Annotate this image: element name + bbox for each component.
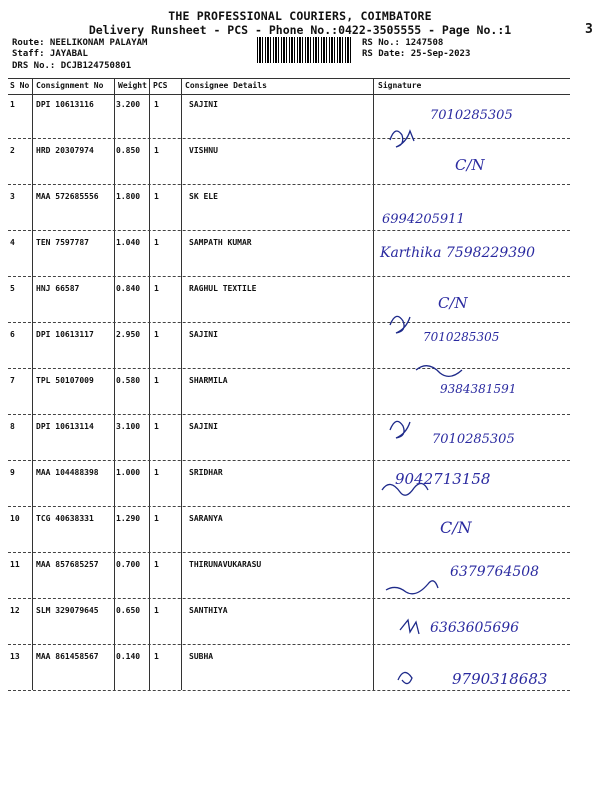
consignee-cell: SAJINI [189,100,218,109]
pcs-cell: 1 [154,238,159,247]
signature-entry: C/N [438,294,468,312]
signature-entry: 7010285305 [432,432,515,447]
col-header-consignee: Consignee Details [185,81,267,90]
consignment-cell: TPL 50107009 [36,376,94,385]
pcs-cell: 1 [154,652,159,661]
sno-cell: 5 [10,284,15,293]
sno-cell: 9 [10,468,15,477]
weight-cell: 1.040 [116,238,141,247]
page-subtitle: Delivery Runsheet - PCS - Phone No.:0422-3505555 - Page No.:1 [88,23,512,37]
sno-cell: 11 [10,560,20,569]
weight-cell: 1.800 [116,192,141,201]
col-header-signature: Signature [378,81,422,90]
route-label: Route: NEELIKONAM PALAYAM [12,38,148,48]
signature-entry: C/N [455,156,485,174]
weight-cell: 1.290 [116,514,141,523]
consignment-cell: MAA 104488398 [36,468,99,477]
rs-date: RS Date: 25-Sep-2023 [362,49,471,59]
header-bottom-border [8,94,570,95]
signature-scribble [386,581,438,594]
sno-cell: 1 [10,100,15,109]
consignment-cell: SLM 329079645 [36,606,99,615]
weight-cell: 1.000 [116,468,141,477]
consignee-cell: SRIDHAR [189,468,223,477]
weight-cell: 2.950 [116,330,141,339]
signature-entry: 9790318683 [452,670,548,688]
sno-cell: 4 [10,238,15,247]
consignment-cell: MAA 861458567 [36,652,99,661]
signature-scribble [400,620,419,634]
signature-entry: 7010285305 [423,330,500,344]
weight-cell: 0.140 [116,652,141,661]
page-title: THE PROFESSIONAL COURIERS, COIMBATORE [168,9,432,23]
consignee-cell: SUBHA [189,652,214,661]
consignee-cell: SK ELE [189,192,218,201]
pcs-cell: 1 [154,514,159,523]
signature-scribble [416,366,462,377]
pcs-cell: 1 [154,468,159,477]
corner-mark: 3 [585,22,593,37]
weight-cell: 0.840 [116,284,141,293]
weight-cell: 0.700 [116,560,141,569]
pcs-cell: 1 [154,560,159,569]
sno-cell: 2 [10,146,15,155]
consignee-cell: SAMPATH KUMAR [189,238,252,247]
pcs-cell: 1 [154,192,159,201]
consignment-cell: TCG 40638331 [36,514,94,523]
barcode [257,37,353,63]
weight-cell: 0.650 [116,606,141,615]
sno-cell: 7 [10,376,15,385]
signature-scribble [390,421,410,438]
table-header [8,78,570,94]
pcs-cell: 1 [154,284,159,293]
staff-label: Staff: JAYABAL [12,49,88,59]
consignment-cell: DPI 10613117 [36,330,94,339]
signature-entry: 9042713158 [395,470,491,488]
pcs-cell: 1 [154,100,159,109]
col-header-sno: S No [10,81,30,90]
signature-entry: 7010285305 [430,108,513,123]
signature-scribble [390,316,410,333]
consignment-cell: TEN 7597787 [36,238,89,247]
consignee-cell: SAJINI [189,330,218,339]
drs-number: DRS No.: DCJB124750801 [12,61,132,71]
consignee-cell: THIRUNAVUKARASU [189,560,262,569]
weight-cell: 3.200 [116,100,141,109]
signature-scribbles [380,110,580,690]
signature-entry: 6379764508 [450,564,540,580]
consignee-cell: SAJINI [189,422,218,431]
col-header-consignment: Consignment No [36,81,104,90]
signature-entry: 6994205911 [382,212,465,227]
weight-cell: 0.850 [116,146,141,155]
sno-cell: 8 [10,422,15,431]
consignment-cell: HNJ 66587 [36,284,80,293]
consignee-cell: SARANYA [189,514,223,523]
sno-cell: 12 [10,606,20,615]
consignment-cell: DPI 10613116 [36,100,94,109]
sno-cell: 6 [10,330,15,339]
consignment-cell: MAA 572685556 [36,192,99,201]
weight-cell: 3.100 [116,422,141,431]
pcs-cell: 1 [154,606,159,615]
col-header-pcs: PCS [153,81,168,90]
row-divider [8,690,570,691]
col-header-weight: Weight [118,81,147,90]
consignee-cell: SHARMILA [189,376,228,385]
consignment-cell: DPI 10613114 [36,422,94,431]
pcs-cell: 1 [154,376,159,385]
consignee-cell: SANTHIYA [189,606,228,615]
consignment-cell: HRD 20307974 [36,146,94,155]
pcs-cell: 1 [154,422,159,431]
sno-cell: 3 [10,192,15,201]
consignment-cell: MAA 857685257 [36,560,99,569]
rs-number: RS No.: 1247508 [362,38,444,48]
signature-entry: 6363605696 [430,620,520,636]
weight-cell: 0.580 [116,376,141,385]
consignee-cell: VISHNU [189,146,218,155]
pcs-cell: 1 [154,146,159,155]
signature-entry: C/N [440,518,472,537]
consignee-cell: RAGHUL TEXTILE [189,284,257,293]
signature-entry: 9384381591 [440,382,517,396]
signature-scribble [398,672,412,683]
signature-scribble [390,131,414,147]
signature-entry: Karthika 7598229390 [380,245,535,261]
sno-cell: 13 [10,652,20,661]
sno-cell: 10 [10,514,20,523]
pcs-cell: 1 [154,330,159,339]
